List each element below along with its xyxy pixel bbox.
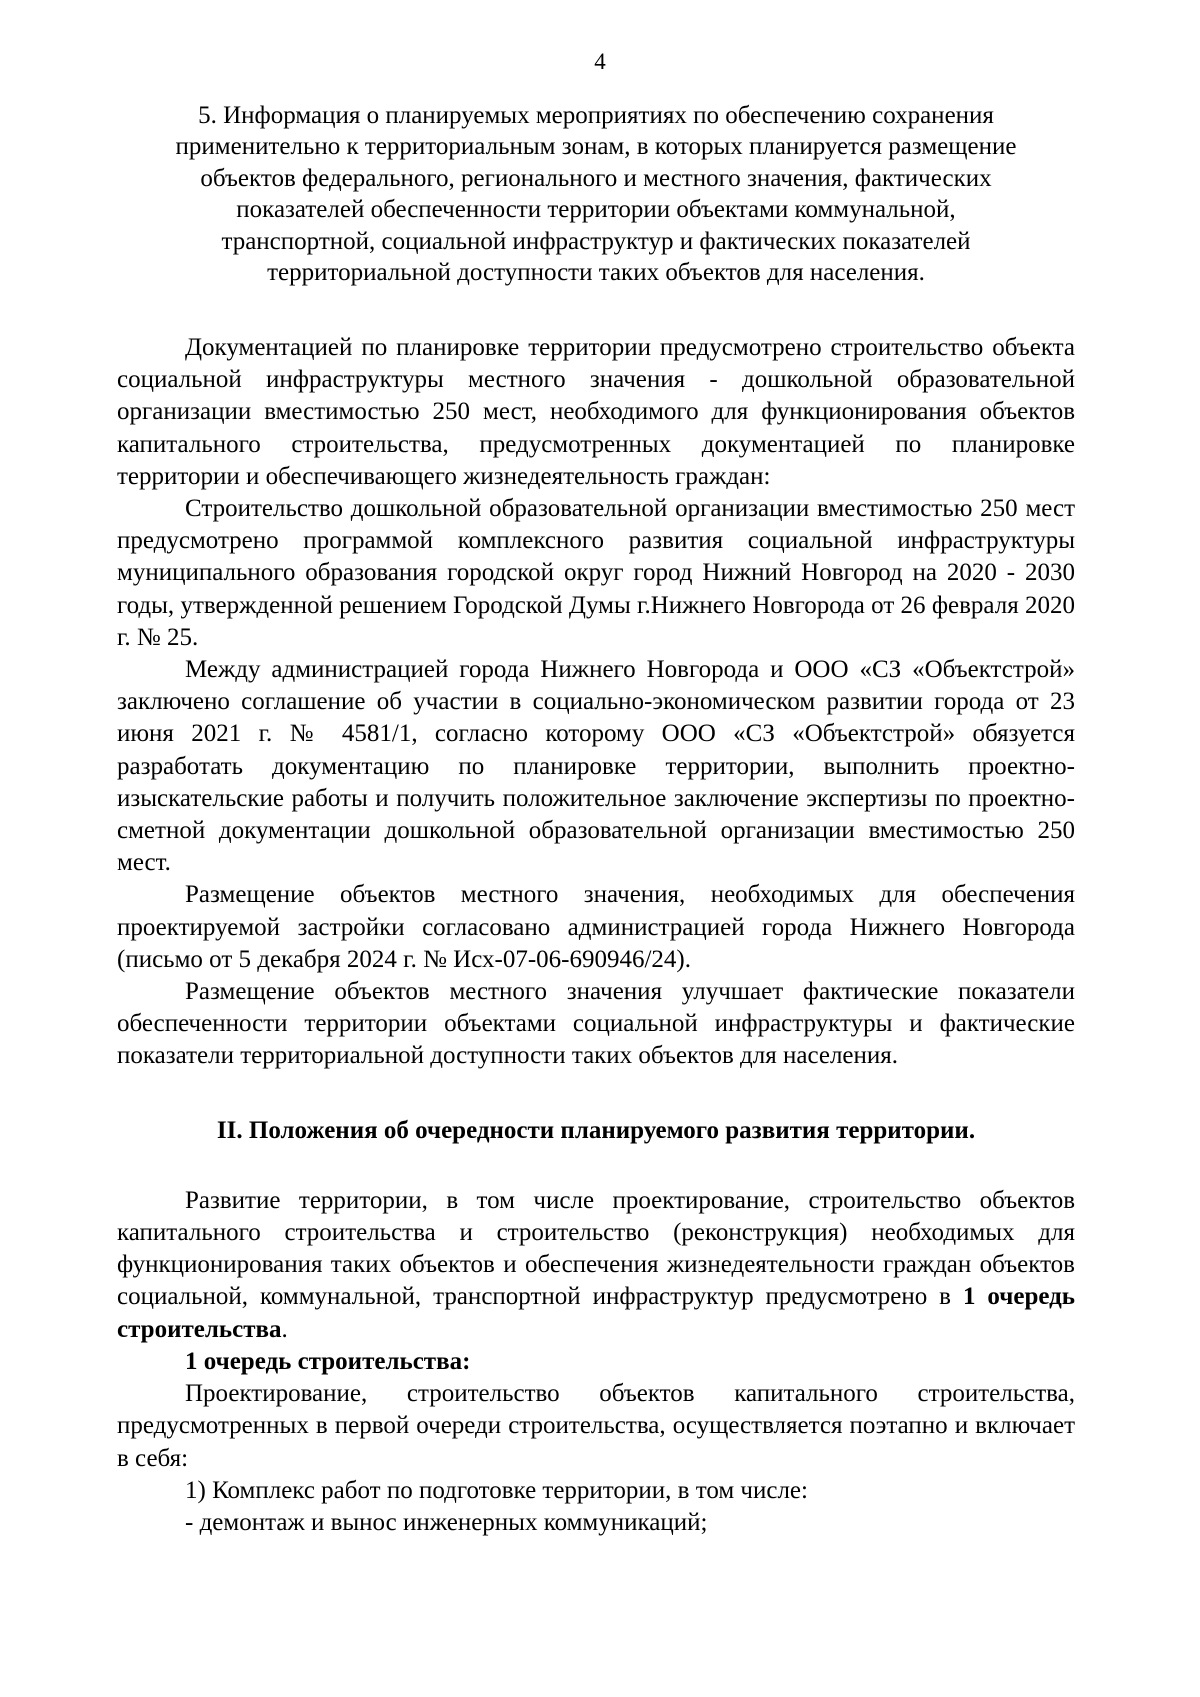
paragraph: Между администрацией города Нижнего Новгорода и ООО «СЗ «Объектстрой» заключено соглашение об участии в социально-экономическом развитии города от 23 июня 2021 г. № 4581/1, согласно которому ООО «СЗ «Объектстрой» обязуется разработать документацию по планировке территории, выполнить проектно-изыскательские работы и получить положительное заключение экспертизы по проектно-сметной документации дошкольной образовательной организации вместимостью 250 мест. xyxy=(117,656,1075,877)
section-paragraph-bold: 1 очередь строительства xyxy=(117,1283,1075,1343)
paragraph: Строительство дошкольной образовательной организации вместимостью 250 мест предусмотрено программой комплексного развития социальной инфраструктуры муниципального образования городской округ город Нижний Новгород на 2020 - 2030 годы, утвержденной решением Городской Думы г.Нижнего Новгорода от 26 февраля 2020 г. № 25. xyxy=(117,495,1075,651)
heading-line: объектов федерального, регионального и местного значения, фактических xyxy=(200,164,992,192)
page-number: 4 xyxy=(594,49,606,74)
section-paragraph-end: . xyxy=(281,1315,288,1343)
heading-line: показателей обеспеченности территории объектами коммунальной, xyxy=(236,196,956,224)
heading-line: территориальной доступности таких объектов для населения. xyxy=(267,259,925,287)
paragraph: Документацией по планировке территории предусмотрено строительство объекта социальной инфраструктуры местного значения - дошкольной образовательной организации вместимостью 250 мест, необходимого для функционирования объектов капитального строительства, предусмотренных документацией по планировке территории и обеспечивающего жизнедеятельность граждан: xyxy=(117,334,1075,490)
stage-paragraph: Проектирование, строительство объектов капитального строительства, предусмотренных в первой очереди строительства, осуществляется поэтапно и включает в себя: xyxy=(117,1380,1075,1472)
paragraph: Размещение объектов местного значения, необходимых для обеспечения проектируемой застройки согласовано администрацией города Нижнего Новгорода (письмо от 5 декабря 2024 г. № Исх-07-06-690946/24). xyxy=(117,881,1075,973)
list-item: 1) Комплекс работ по подготовке территории, в том числе: xyxy=(185,1476,808,1504)
list-item: - демонтаж и вынос инженерных коммуникаций; xyxy=(185,1508,708,1536)
heading-line: применительно к территориальным зонам, в которых планируется размещение xyxy=(175,133,1017,161)
section-heading xyxy=(117,100,1075,288)
heading-line: транспортной, социальной инфраструктур и фактических показателей xyxy=(221,227,971,255)
document-body xyxy=(117,332,1075,1539)
section-title: II. Положения об очередности планируемого развития территории. xyxy=(216,1116,976,1144)
paragraph: Размещение объектов местного значения улучшает фактические показатели обеспеченности территории объектами социальной инфраструктуры и фактические показатели территориальной доступности таких объектов для населения. xyxy=(117,978,1075,1070)
section-paragraph xyxy=(117,1185,1075,1346)
heading-line: 5. Информация о планируемых мероприятиях по обеспечению сохранения xyxy=(198,102,994,129)
stage-label: 1 очередь строительства: xyxy=(185,1347,471,1375)
section-paragraph-text: Развитие территории, в том числе проектирование, строительство объектов капитального строительства и строительство (реконструкция) необходимых для функционирования таких объектов и обеспечения жизнедеятельности граждан объектов социальной, коммунальной, транспортной инфраструктур предусмотрено в xyxy=(117,1186,1075,1311)
